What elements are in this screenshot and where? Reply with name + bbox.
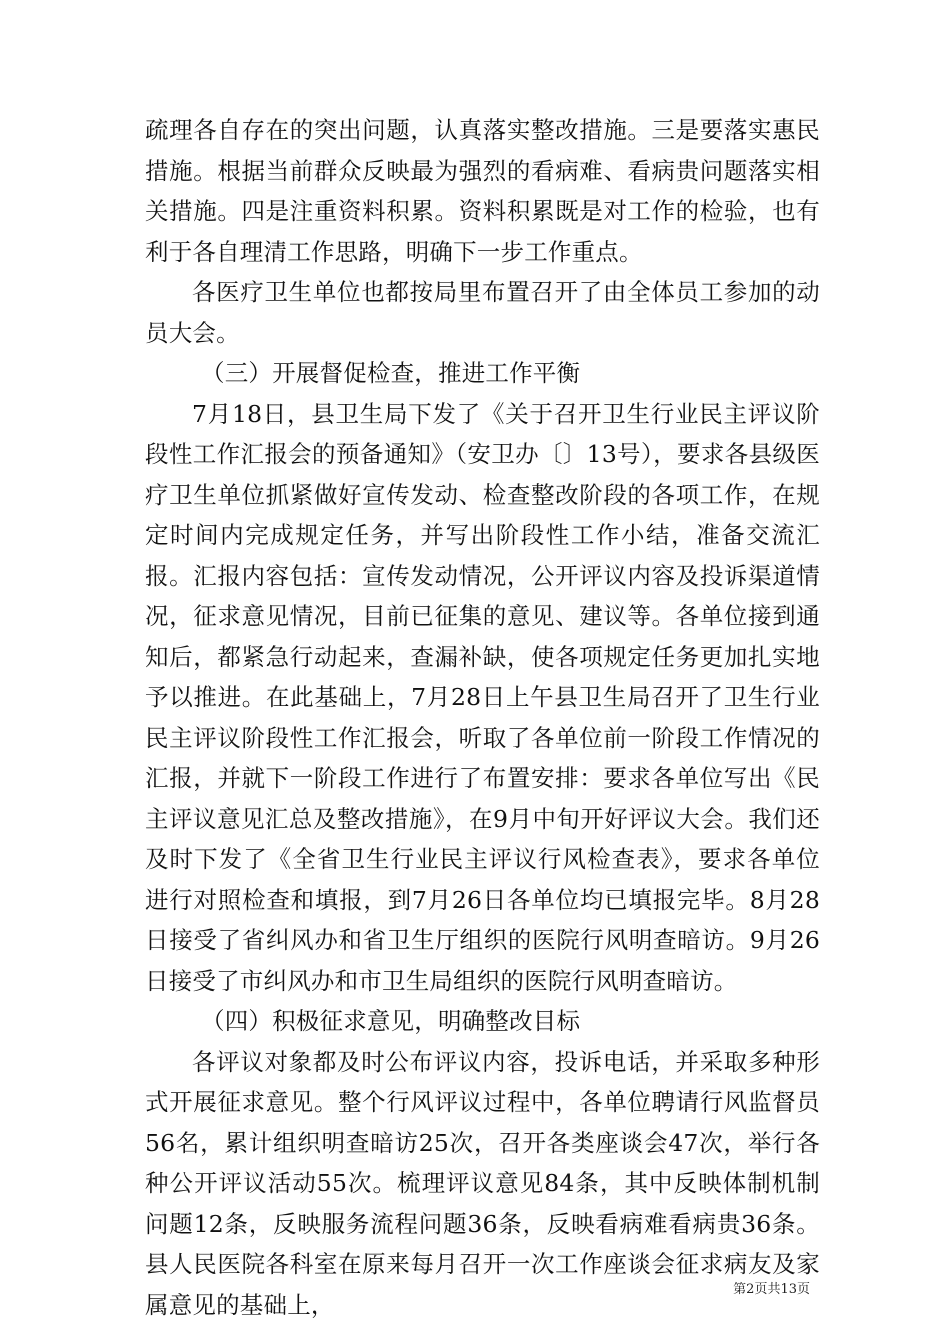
paragraph-continuation: 疏理各自存在的突出问题，认真落实整改措施。三是要落实惠民措施。根据当前群众反映最为强烈的看病难、看病贵问题落实相关措施。四是注重资料积累。资料积累既是对工作的检验，也有利于各自理清工作思路，明确下一步工作重点。 (145, 116, 820, 266)
paragraph-feedback: 各评议对象都及时公布评议内容，投诉电话，并采取多种形式开展征求意见。整个行风评议过程中，各单位聘请行风监督员56名，累计组织明查暗访25次，召开各类座谈会47次，举行各种公开评议活动55次。梳理评议意见84条，其中反映体制机制问题12条，反映服务流程问题36条，反映看病难看病贵36条。县人民医院各科室在原来每月召开一次工作座谈会征求病友及家属意见的基础上， (145, 1047, 820, 1319)
paragraph-inspection: 7月18日，县卫生局下发了《关于召开卫生行业民主评议阶段性工作汇报会的预备通知》（安卫办〔〕13号），要求各县级医疗卫生单位抓紧做好宣传发动、检查整改阶段的各项工作，在规定时间内完成规定任务，并写出阶段性工作小结，准备交流汇报。汇报内容包括：宣传发动情况，公开评议内容及投诉渠道情况，征求意见情况，目前已征集的意见、建议等。各单位接到通知后，都紧急行动起来，查漏补缺，使各项规定任务更加扎实地予以推进。在此基础上，7月28日上午县卫生局召开了卫生行业民主评议阶段性工作汇报会，听取了各单位前一阶段工作情况的汇报，并就下一阶段工作进行了布置安排：要求各单位写出《民主评议意见汇总及整改措施》，在9月中旬开好评议大会。我们还及时下发了《全省卫生行业民主评议行风检查表》，要求各单位进行对照检查和填报，到7月26日各单位均已填报完毕。8月28日接受了省纠风办和省卫生厅组织的医院行风明查暗访。9月26日接受了市纠风办和市卫生局组织的医院行风明查暗访。 (145, 399, 820, 995)
section-heading-3: （三）开展督促检查，推进工作平衡 (201, 359, 581, 387)
document-body (145, 110, 820, 1325)
paragraph-mobilization-meeting: 各医疗卫生单位也都按局里布置召开了由全体员工参加的动员大会。 (145, 278, 820, 347)
section-heading-4: （四）积极征求意见，明确整改目标 (201, 1007, 581, 1035)
page-number-footer: 第2页共13页 (733, 1282, 810, 1297)
